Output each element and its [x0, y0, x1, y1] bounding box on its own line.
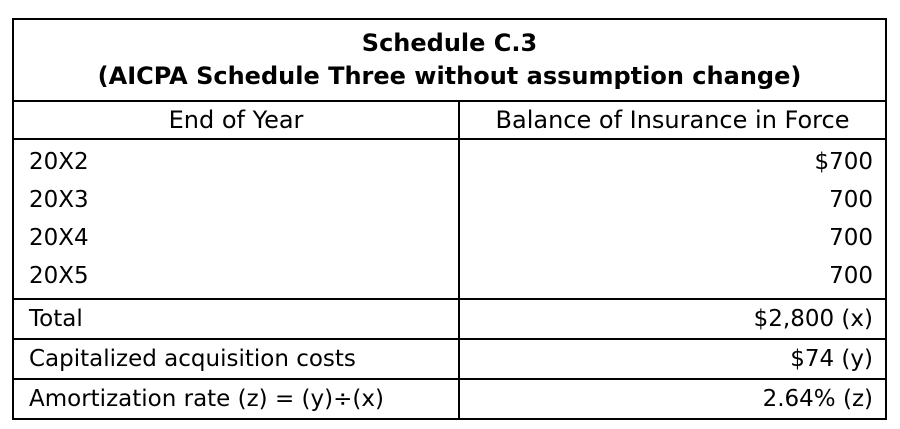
schedule-table — [12, 18, 887, 420]
total-value: $2,800 (x) — [459, 299, 886, 339]
total-row — [13, 299, 886, 339]
balance-value: 700 — [829, 187, 873, 213]
amortization-value: 2.64% (z) — [459, 379, 886, 419]
title-cell — [13, 19, 886, 101]
balance-list — [459, 139, 886, 299]
year-label: 20X2 — [29, 149, 89, 175]
total-label: Total — [13, 299, 459, 339]
header-end-of-year: End of Year — [13, 101, 459, 139]
year-list — [13, 139, 459, 299]
title-row — [13, 19, 886, 101]
year-label: 20X4 — [29, 225, 89, 251]
amortization-label: Amortization rate (z) = (y)÷(x) — [13, 379, 459, 419]
acquisition-row — [13, 339, 886, 379]
acquisition-label: Capitalized acquisition costs — [13, 339, 459, 379]
amortization-row — [13, 379, 886, 419]
schedule-title: Schedule C.3 — [361, 29, 538, 57]
acquisition-value: $74 (y) — [459, 339, 886, 379]
year-label: 20X5 — [29, 263, 89, 289]
balance-value: $700 — [814, 149, 873, 175]
year-label: 20X3 — [29, 187, 89, 213]
balance-value: 700 — [829, 225, 873, 251]
schedule-subtitle: (AICPA Schedule Three without assumption change) — [97, 62, 802, 90]
header-row — [13, 101, 886, 139]
year-rows — [13, 139, 886, 299]
balance-value: 700 — [829, 263, 873, 289]
header-balance: Balance of Insurance in Force — [459, 101, 886, 139]
